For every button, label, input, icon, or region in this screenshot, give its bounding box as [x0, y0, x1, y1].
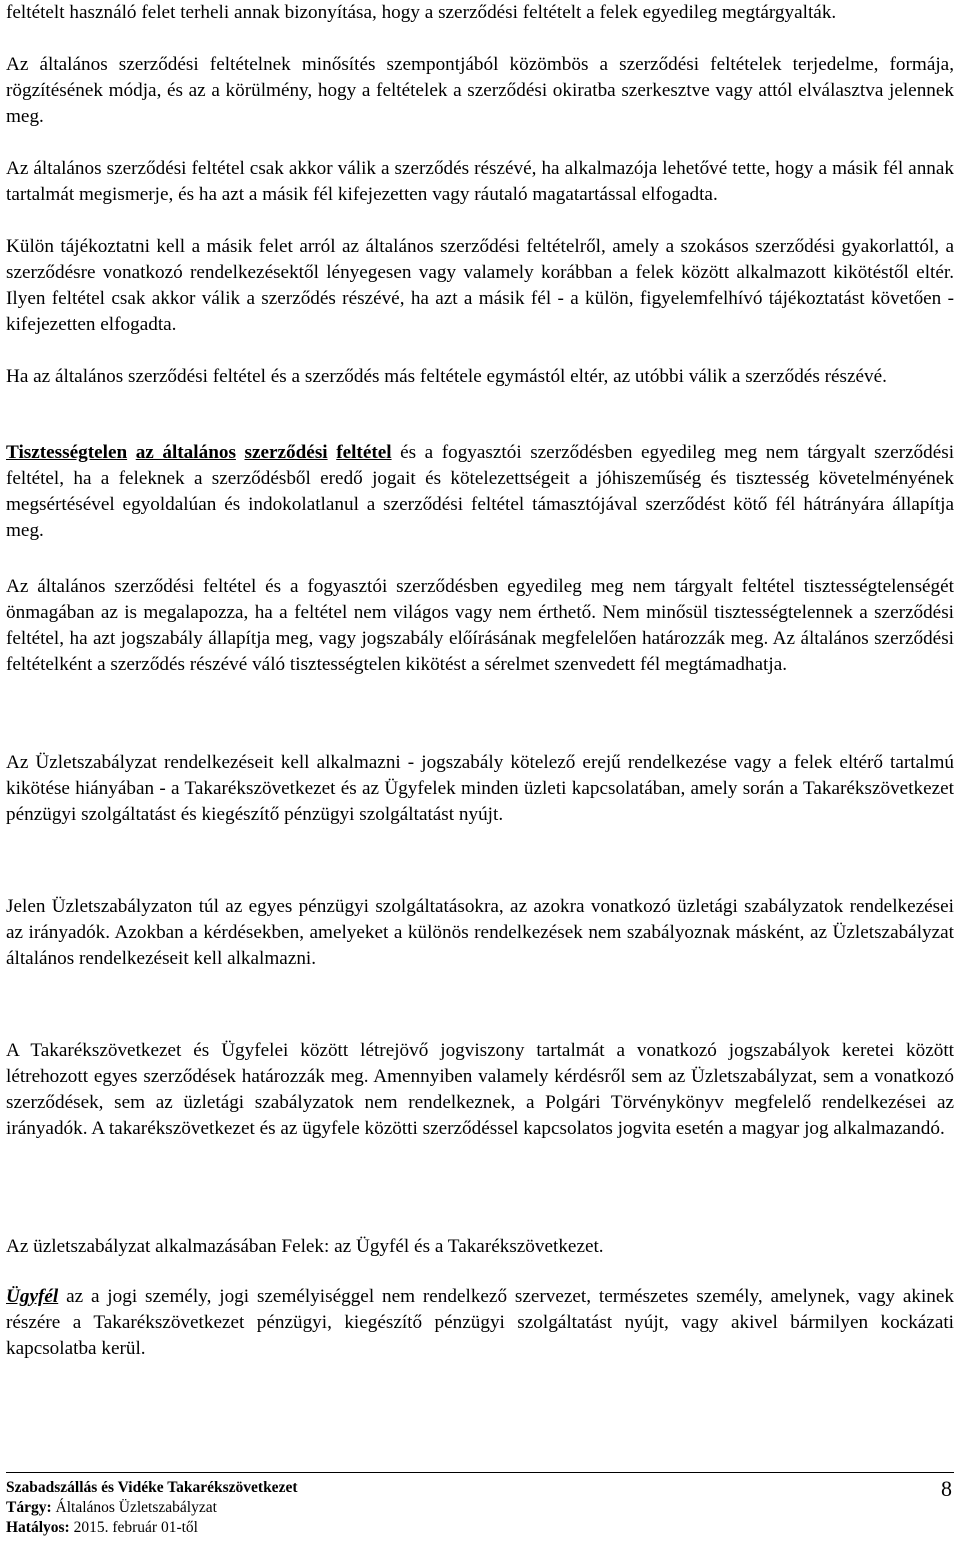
paragraph-acceptance-proof — [6, 0, 954, 26]
footer-organization: Szabadszállás és Vidéke Takarékszövetkezet — [6, 1479, 298, 1496]
paragraph-scope-of-rules — [6, 750, 954, 828]
footer-divider — [6, 1472, 954, 1473]
paragraph-text: Az általános szerződési feltételnek minősítés szempontjából közömbös a szerződési feltételek terjedelme, formája, rögzítésének módja, és az a körülmény, hogy a feltételek a szerződési okiratba szerkesztve vagy attól elválasztva jelennek meg. — [6, 54, 954, 127]
paragraph-text: Az Üzletszabályzat rendelkezéseit kell alkalmazni - jogszabály kötelező erejű rendelkezése vagy a felek eltérő tartalmú kikötése hiányában - a Takarékszövetkezet és az Ügyfelek minden üzleti kapcsolatában, amely során a Takarékszövetkezet pénzügyi szolgáltatást és kiegészítő pénzügyi szolgáltatást nyújt. — [6, 752, 954, 825]
paragraph-parties — [6, 1234, 954, 1260]
paragraph-text: Ha az általános szerződési feltétel és a szerződés más feltétele egymástól eltér, az utóbbi válik a szerződés részévé. — [6, 366, 887, 387]
paragraph-text: Az általános szerződési feltétel csak akkor válik a szerződés részévé, ha alkalmazója lehetővé tette, hogy a másik fél annak tartalmát megismerje, és ha azt a másik fél kifejezetten vagy ráutaló magatartással elfogadta. — [6, 158, 954, 205]
footer-subject-value: Általános Üzletszabályzat — [51, 1499, 217, 1516]
paragraph-business-line-rules — [6, 894, 954, 972]
paragraph-unfairness-basis — [6, 574, 954, 678]
paragraph-text: feltételt használó felet terheli annak bizonyítása, hogy a szerződési feltételt a felek egyedileg megtárgyalták. — [6, 2, 837, 23]
defined-term: Tisztességtelen — [6, 442, 128, 463]
paragraph-text — [6, 440, 954, 544]
defined-term: szerződési — [244, 442, 328, 463]
paragraph-legal-relationship — [6, 1038, 954, 1142]
paragraph-form-indifference — [6, 52, 954, 130]
defined-term: Ügyfél — [6, 1286, 59, 1307]
paragraph-becomes-part — [6, 156, 954, 208]
definition-text: az a jogi személy, jogi személyiséggel nem rendelkező szervezet, természetes személy, amelynek, vagy akinek részére a Takarékszövetkezet pénzügyi, kiegészítő pénzügyi szolgáltatást nyújt, vagy akivel bármilyen kockázati kapcsolatba kerül. — [6, 1286, 954, 1359]
footer-effective-value: 2015. február 01-től — [69, 1519, 198, 1536]
footer-effective — [6, 1518, 298, 1538]
paragraph-text: A Takarékszövetkezet és Ügyfelei között létrejövő jogviszony tartalmát a vonatkozó jogszabályok keretei között létrehozott egyes szerződések határozzák meg. Amennyiben valamely kérdésről sem az Üzletszabályzat, sem a vonatkozó szerződések, sem az üzletági szabályzatok nem rendelkeznek, a Polgári Törvénykönyv megfelelő rendelkezései az irányadók. A takarékszövetkezet és az ügyfele közötti szerződéssel kapcsolatos jogvita esetén a magyar jog alkalmazandó. — [6, 1040, 954, 1139]
footer-subject-label: Tárgy: — [6, 1499, 52, 1516]
paragraph-text: Jelen Üzletszabályzaton túl az egyes pénzügyi szolgáltatásokra, az azokra vonatkozó üzletági szabályzatok rendelkezései az irányadók. Azokban a kérdésekben, amelyeket a különös rendelkezések nem szabályoznak másként, az Üzletszabályzat általános rendelkezéseit kell alkalmazni. — [6, 896, 954, 969]
footer-subject — [6, 1498, 298, 1518]
paragraph-conflicting-terms — [6, 364, 954, 390]
page-footer — [6, 1478, 298, 1538]
paragraph-text: Külön tájékoztatni kell a másik felet arról az általános szerződési feltételről, amely a szokásos szerződési gyakorlattól, a szerződésre vonatkozó rendelkezésektől lényegesen vagy valamely korábban a felek között alkalmazott kikötéstől eltér. Ilyen feltétel csak akkor válik a szerződés részévé, ha azt a másik fél - a külön, figyelemfelhívó tájékoztatást követően - kifejezetten elfogadta. — [6, 236, 954, 335]
paragraph-unfair-term-definition — [6, 440, 954, 544]
defined-term: feltétel — [336, 442, 392, 463]
defined-term: az általános — [135, 442, 236, 463]
page-number: 8 — [941, 1476, 952, 1501]
paragraph-separate-information — [6, 234, 954, 338]
footer-effective-label: Hatályos: — [6, 1519, 70, 1536]
paragraph-text: Az üzletszabályzat alkalmazásában Felek: az Ügyfél és a Takarékszövetkezet. — [6, 1236, 604, 1257]
paragraph-text: Az általános szerződési feltétel és a fogyasztói szerződésben egyedileg meg nem tárgyalt feltétel tisztességtelenségét önmagában az is megalapozza, ha a feltétel nem világos vagy nem érthető. Nem minősül tisztességtelennek a szerződési feltétel, ha azt jogszabály állapítja meg, vagy jogszabály előírásának megfelelően határozzák meg. Az általános szerződési feltételként a szerződés részévé váló tisztességtelen kikötést a sérelmet szenvedett fél megtámadhatja. — [6, 576, 954, 675]
definition-text: és a fogyasztói szerződésben egyedileg meg nem tárgyalt szerződési feltétel, ha a feleknek a szerződésből eredő jogait és kötelezettségeit a jóhiszeműség és tisztesség követelményének megsértésével egyoldalúan és indokolatlanul a szerződési feltétel támasztójával szerződést kötő fél hátrányára állapítja meg. — [6, 442, 955, 541]
paragraph-client-definition — [6, 1284, 954, 1362]
paragraph-text — [6, 1284, 954, 1362]
